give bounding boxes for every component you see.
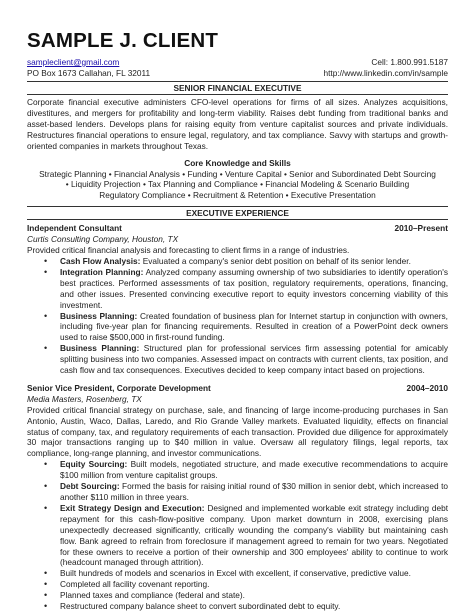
contact-block xyxy=(27,57,448,78)
job-company: Curtis Consulting Company, Houston, TX xyxy=(27,234,179,245)
bullet-lead: Equity Sourcing: xyxy=(60,459,128,470)
summary-paragraph: Corporate financial executive administers CFO-level operations for firms of all sizes. Analyzes acquisitions, divestitures, and mergers for profitability and long-term viability. Raises debt funding from traditional banks and asset-based lenders. Develops plans for raising equity from venture capitalist sources and private individuals. Restructures financial operations to ensure legal, regulatory, and tax compliance. Savvy with startups and growth-oriented companies in markets throughout Texas. xyxy=(27,97,448,151)
experience-divider xyxy=(27,206,448,207)
bullet-text: Designed and implemented workable exit strategy including debt repayment for this cash-flow-positive company. Upon market downturn in 2008, exercising plans unexpectedly decreased significantly, critically wounding the company's viability but maintaining cash flow. Bank agreed to refrain from foreclosure if management agreed to remain for two years. Negotiated for these owners to receive a portion of their ownership and 300 employees' ability to continue to work (headcount managed through attrition). xyxy=(60,502,448,568)
job-bullet xyxy=(54,481,448,503)
job-bullet xyxy=(54,601,448,612)
job-bullet xyxy=(54,343,448,376)
candidate-name: SAMPLE J. CLIENT xyxy=(27,29,219,52)
bullet-text: Structured plan for professional services firm assessing potential for amicably splitting business into two companies. Assessed impact on contracts with current clients, tax position, and cash flow and tax consequences. Executives decided to keep company intact based on projections. xyxy=(60,343,448,376)
job-summary: Provided critical financial strategy on purchase, sale, and financing of large income-producing purchases in San Antonio, Austin, Waco, Dallas, Laredo, and Rio Grande Valley markets. Evaluated liquidity, effects on financial status of company, tax, and regulatory requirements of each transaction. Provided due diligence for approximately 30 major transactions ranging up to $40 million in value. Oversaw all regulatory filings, legal reports, tax compliance, long-range planning, and investor communications. xyxy=(27,404,448,459)
bullet-text: Analyzed company assuming ownership of two subsidiaries to identify operation's best practices. Performed assessments of tax position, regulatory requirements, operations, financing, and other issues. Presented convincing executive report to equity investors concerning viability of this investment. xyxy=(60,266,448,310)
bullet-lead: Cash Flow Analysis: xyxy=(60,255,141,266)
job-company: Media Masters, Rosenberg, TX xyxy=(27,393,142,404)
skills-line: Regulatory Compliance • Recruitment & Retention • Executive Presentation xyxy=(99,190,376,201)
job-bullet xyxy=(54,311,448,344)
header-divider xyxy=(27,81,448,82)
bullet-lead: Business Planning: xyxy=(60,343,140,354)
job-role: Independent Consultant xyxy=(27,223,122,234)
job-bullet xyxy=(54,579,448,590)
job-bullets xyxy=(54,459,448,612)
job-bullet xyxy=(54,590,448,601)
summary-title: SENIOR FINANCIAL EXECUTIVE xyxy=(173,83,302,93)
job-dates: 2010–Present xyxy=(394,223,448,234)
experience-title: EXECUTIVE EXPERIENCE xyxy=(186,208,289,219)
skills-title: Core Knowledge and Skills xyxy=(184,157,291,168)
job-bullet xyxy=(54,267,448,311)
skills-line: Strategic Planning • Financial Analysis • Funding • Venture Capital • Senior and Subordinated Debt Sourcing xyxy=(39,168,436,179)
bullet-text: Restructured company balance sheet to convert subordinated debt to equity. xyxy=(60,601,341,612)
skills-line: • Liquidity Projection • Tax Planning and Compliance • Financial Modeling & Scenario Building xyxy=(65,179,410,190)
cell-phone: Cell: 1.800.991.5187 xyxy=(371,57,448,67)
bullet-text: Planned taxes and compliance (federal and state). xyxy=(60,590,245,601)
job-bullet xyxy=(54,568,448,579)
job-bullets xyxy=(54,256,448,376)
email-link[interactable]: sampleclient@gmail.com xyxy=(27,57,120,67)
linkedin-url: http://www.linkedin.com/in/sample xyxy=(323,67,448,78)
job-bullet xyxy=(54,459,448,481)
bullet-text: Created foundation of business plan for Internet startup in conjunction with owners, including five-year plan for financing requirements. Resulted in creation of a PowerPoint deck owners used to raise $500,000 in first-round funding. xyxy=(60,310,448,343)
bullet-text: Completed all facility covenant reporting. xyxy=(60,579,210,590)
job-summary: Provided critical financial analysis and forecasting to client firms in a range of industries. xyxy=(27,245,350,256)
bullet-lead: Exit Strategy Design and Execution: xyxy=(60,502,205,513)
job-bullet xyxy=(54,256,448,267)
bullet-text: Formed the basis for raising initial round of $30 million in senior debt, which increased to another $110 million in three years. xyxy=(60,481,448,502)
job-header xyxy=(27,223,448,234)
contact-left xyxy=(27,57,150,78)
bullet-text: Evaluated a company's senior debt position on behalf of its senior lender. xyxy=(142,255,411,266)
bullet-lead: Integration Planning: xyxy=(60,266,144,277)
summary-title-divider xyxy=(27,94,448,95)
bullet-lead: Debt Sourcing: xyxy=(60,481,120,492)
job-bullet xyxy=(54,503,448,568)
experience-title-divider xyxy=(27,219,448,220)
bullet-text: Built models, negotiated structure, and made executive recommendations to acquire $100 million from venture capitalist groups. xyxy=(60,459,448,481)
mailing-address: PO Box 1673 Callahan, FL 32011 xyxy=(27,67,151,78)
bullet-text: Built hundreds of models and scenarios in Excel with excellent, if conservative, predictive value. xyxy=(60,568,411,579)
job-role: Senior Vice President, Corporate Development xyxy=(27,382,211,393)
job-header xyxy=(27,383,448,394)
contact-right xyxy=(323,57,448,78)
bullet-lead: Business Planning: xyxy=(60,310,138,321)
job-dates: 2004–2010 xyxy=(406,382,448,393)
